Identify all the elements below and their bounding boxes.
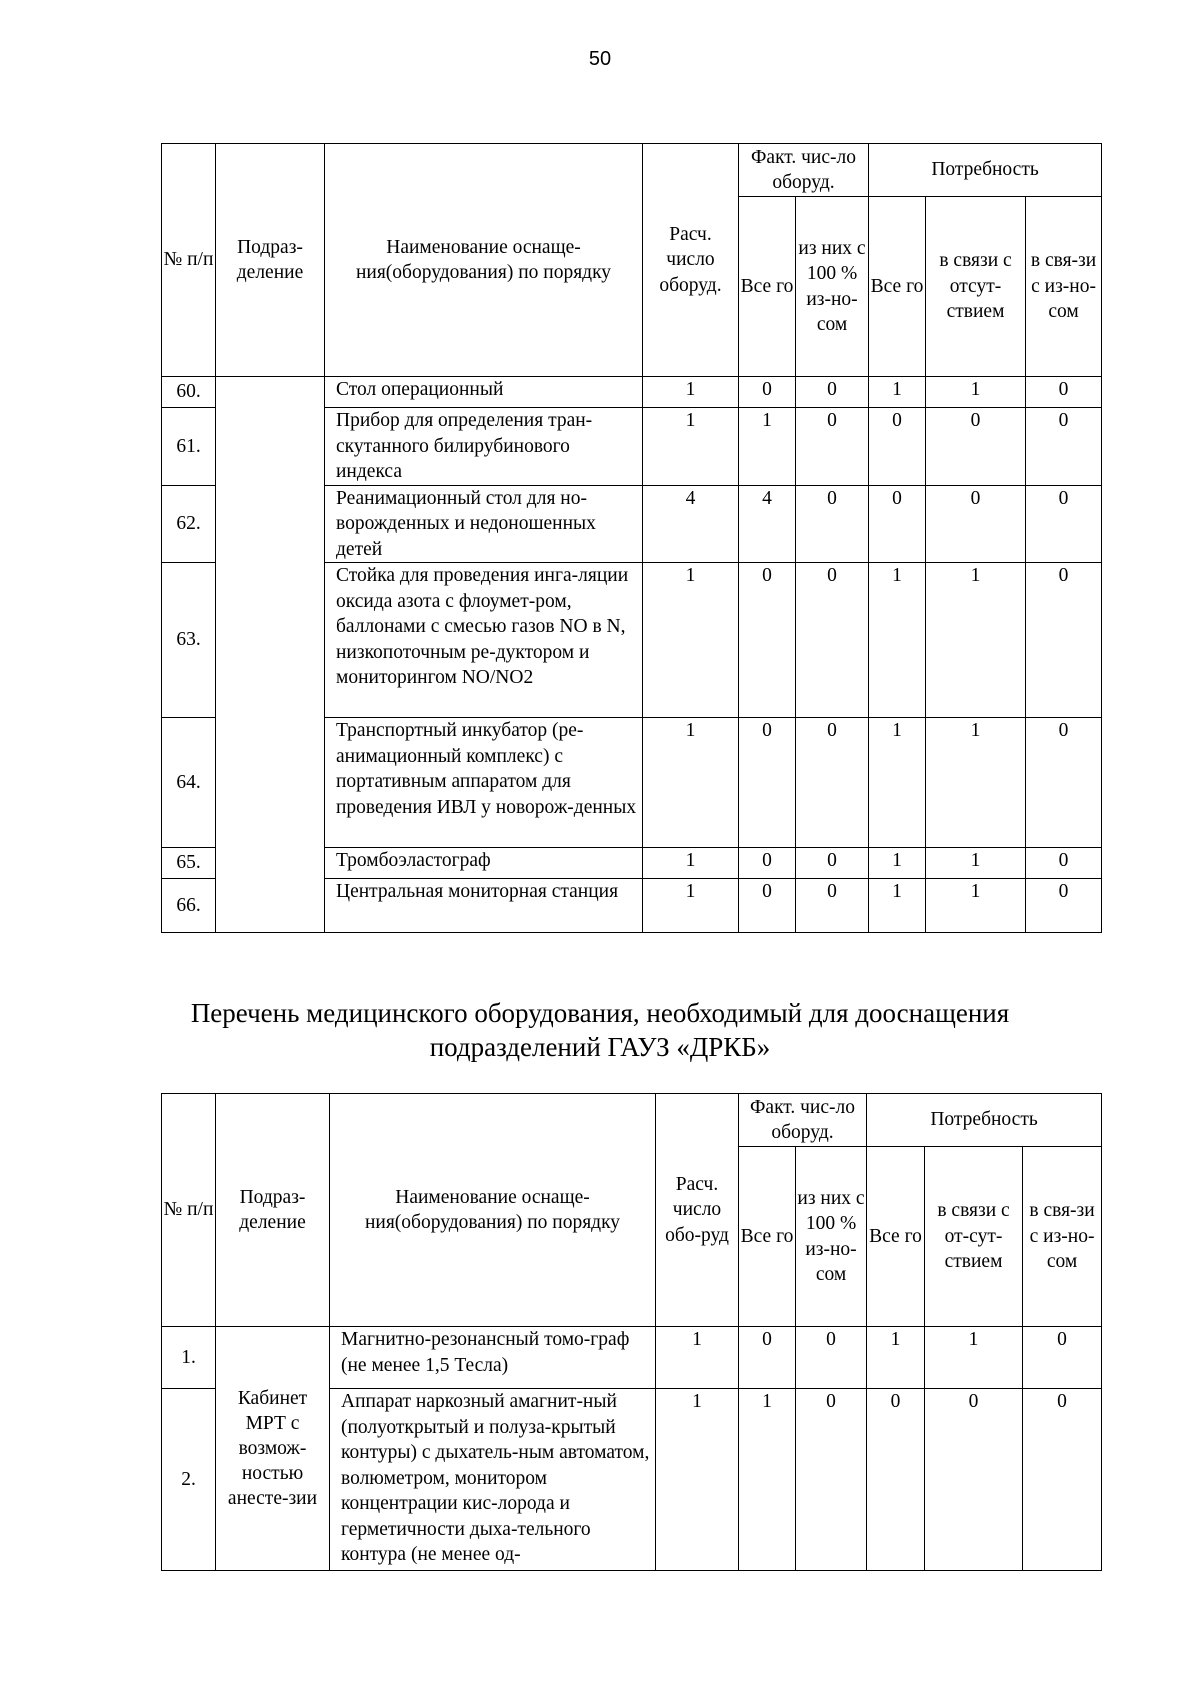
fact-total: 1 — [739, 1389, 796, 1571]
header-need-absent: в связи с от-сут-ствием — [925, 1147, 1023, 1327]
fact-total: 0 — [739, 377, 796, 408]
need-absent: 1 — [926, 848, 1026, 879]
need-absent: 0 — [926, 408, 1026, 486]
need-absent: 0 — [925, 1389, 1023, 1571]
need-absent: 1 — [925, 1327, 1023, 1389]
equipment-name: Аппарат наркозный амагнит-ный (полуоткрытый и полуза-крытый контуры) с дыхатель-ным автоматом, волюметром, монитором концентрации кис-лорода и герметичности дыха-тельного контура (не менее од- — [330, 1389, 656, 1571]
need-worn: 0 — [1026, 848, 1102, 879]
calc-count: 1 — [643, 848, 739, 879]
header-num: № п/п — [162, 1094, 216, 1327]
need-worn: 0 — [1023, 1327, 1102, 1389]
row-num: 61. — [162, 408, 216, 486]
dept-cell — [216, 377, 325, 933]
fact-total: 0 — [739, 1327, 796, 1389]
row-num: 63. — [162, 563, 216, 718]
fact-worn: 0 — [796, 879, 869, 933]
need-absent: 1 — [926, 563, 1026, 718]
fact-worn: 0 — [796, 1327, 867, 1389]
equipment-name: Стол операционный — [325, 377, 643, 408]
header-need-total: Все го — [869, 197, 926, 377]
fact-total: 0 — [739, 563, 796, 718]
row-num: 64. — [162, 718, 216, 848]
calc-count: 4 — [643, 485, 739, 563]
fact-total: 0 — [739, 848, 796, 879]
header-calc: Расч. число оборуд. — [643, 144, 739, 377]
need-absent: 1 — [926, 377, 1026, 408]
need-total: 1 — [869, 879, 926, 933]
fact-worn: 0 — [796, 1389, 867, 1571]
need-total: 1 — [869, 848, 926, 879]
header-num: № п/п — [162, 144, 216, 377]
header-calc: Расч. число обо-руд — [656, 1094, 739, 1327]
table-row — [162, 1327, 1102, 1389]
equipment-name: Тромбоэластограф — [325, 848, 643, 879]
calc-count: 1 — [643, 377, 739, 408]
need-total: 0 — [869, 485, 926, 563]
fact-worn: 0 — [796, 377, 869, 408]
calc-count: 1 — [643, 879, 739, 933]
equipment-name: Реанимационный стол для но-ворожденных и недоношенных детей — [325, 485, 643, 563]
row-num: 2. — [162, 1389, 216, 1571]
need-absent: 0 — [926, 485, 1026, 563]
need-total: 1 — [869, 563, 926, 718]
header-need-worn: в свя-зи с из-но-сом — [1026, 197, 1102, 377]
table-row — [162, 377, 1102, 408]
need-total: 1 — [867, 1327, 925, 1389]
need-worn: 0 — [1026, 485, 1102, 563]
header-need-absent: в связи с отсут-ствием — [926, 197, 1026, 377]
equipment-name: Прибор для определения тран-скутанного билирубинового индекса — [325, 408, 643, 486]
header-fact-total: Все го — [739, 1147, 796, 1327]
fact-worn: 0 — [796, 563, 869, 718]
need-total: 1 — [869, 718, 926, 848]
calc-count: 1 — [643, 563, 739, 718]
need-worn: 0 — [1026, 408, 1102, 486]
equipment-name: Стойка для проведения инга-ляции оксида азота с флоумет-ром, баллонами с смесью газов NO в N, низкопоточным ре-дуктором и мониторингом NO/NO2 — [325, 563, 643, 718]
header-need-worn: в свя-зи с из-но-сом — [1023, 1147, 1102, 1327]
row-num: 62. — [162, 485, 216, 563]
fact-total: 4 — [739, 485, 796, 563]
need-worn: 0 — [1026, 718, 1102, 848]
calc-count: 1 — [643, 718, 739, 848]
need-absent: 1 — [926, 718, 1026, 848]
equipment-table-2 — [161, 1093, 1102, 1571]
need-total: 0 — [869, 408, 926, 486]
header-dept: Подраз-деление — [216, 1094, 330, 1327]
dept-cell: Кабинет МРТ с возмож-ностью анесте-зии — [216, 1327, 330, 1571]
row-num: 60. — [162, 377, 216, 408]
need-worn: 0 — [1026, 563, 1102, 718]
row-num: 66. — [162, 879, 216, 933]
header-need-total: Все го — [867, 1147, 925, 1327]
section-title — [0, 996, 1200, 1064]
fact-worn: 0 — [796, 848, 869, 879]
need-worn: 0 — [1026, 377, 1102, 408]
row-num: 65. — [162, 848, 216, 879]
fact-total: 0 — [739, 718, 796, 848]
equipment-table-1 — [161, 143, 1102, 933]
calc-count: 1 — [643, 408, 739, 486]
need-total: 0 — [867, 1389, 925, 1571]
calc-count: 1 — [656, 1327, 739, 1389]
equipment-name: Транспортный инкубатор (ре-анимационный комплекс) с портативным аппаратом для проведения ИВЛ у новорож-денных — [325, 718, 643, 848]
header-need: Потребность — [869, 144, 1102, 197]
fact-total: 1 — [739, 408, 796, 486]
header-fact: Факт. чис-ло оборуд. — [739, 144, 869, 197]
header-fact-worn: из них с 100 % из-но-сом — [796, 197, 869, 377]
header-name: Наименование оснаще-ния(оборудования) по порядку — [325, 144, 643, 377]
row-num: 1. — [162, 1327, 216, 1389]
equipment-name: Магнитно-резонансный томо-граф (не менее 1,5 Тесла) — [330, 1327, 656, 1389]
header-fact-worn: из них с 100 % из-но-сом — [796, 1147, 867, 1327]
need-worn: 0 — [1023, 1389, 1102, 1571]
section-title-line-2: подразделений ГАУЗ «ДРКБ» — [429, 1032, 771, 1062]
page-number: 50 — [588, 48, 612, 70]
header-need: Потребность — [867, 1094, 1102, 1147]
calc-count: 1 — [656, 1389, 739, 1571]
need-total: 1 — [869, 377, 926, 408]
equipment-name: Центральная мониторная станция — [325, 879, 643, 933]
fact-worn: 0 — [796, 718, 869, 848]
section-title-line-1: Перечень медицинского оборудования, необходимый для дооснащения — [190, 998, 1010, 1028]
fact-total: 0 — [739, 879, 796, 933]
header-dept: Подраз-деление — [216, 144, 325, 377]
fact-worn: 0 — [796, 485, 869, 563]
header-fact: Факт. чис-ло оборуд. — [739, 1094, 867, 1147]
header-name: Наименование оснаще-ния(оборудования) по порядку — [330, 1094, 656, 1327]
need-absent: 1 — [926, 879, 1026, 933]
need-worn: 0 — [1026, 879, 1102, 933]
header-fact-total: Все го — [739, 197, 796, 377]
fact-worn: 0 — [796, 408, 869, 486]
